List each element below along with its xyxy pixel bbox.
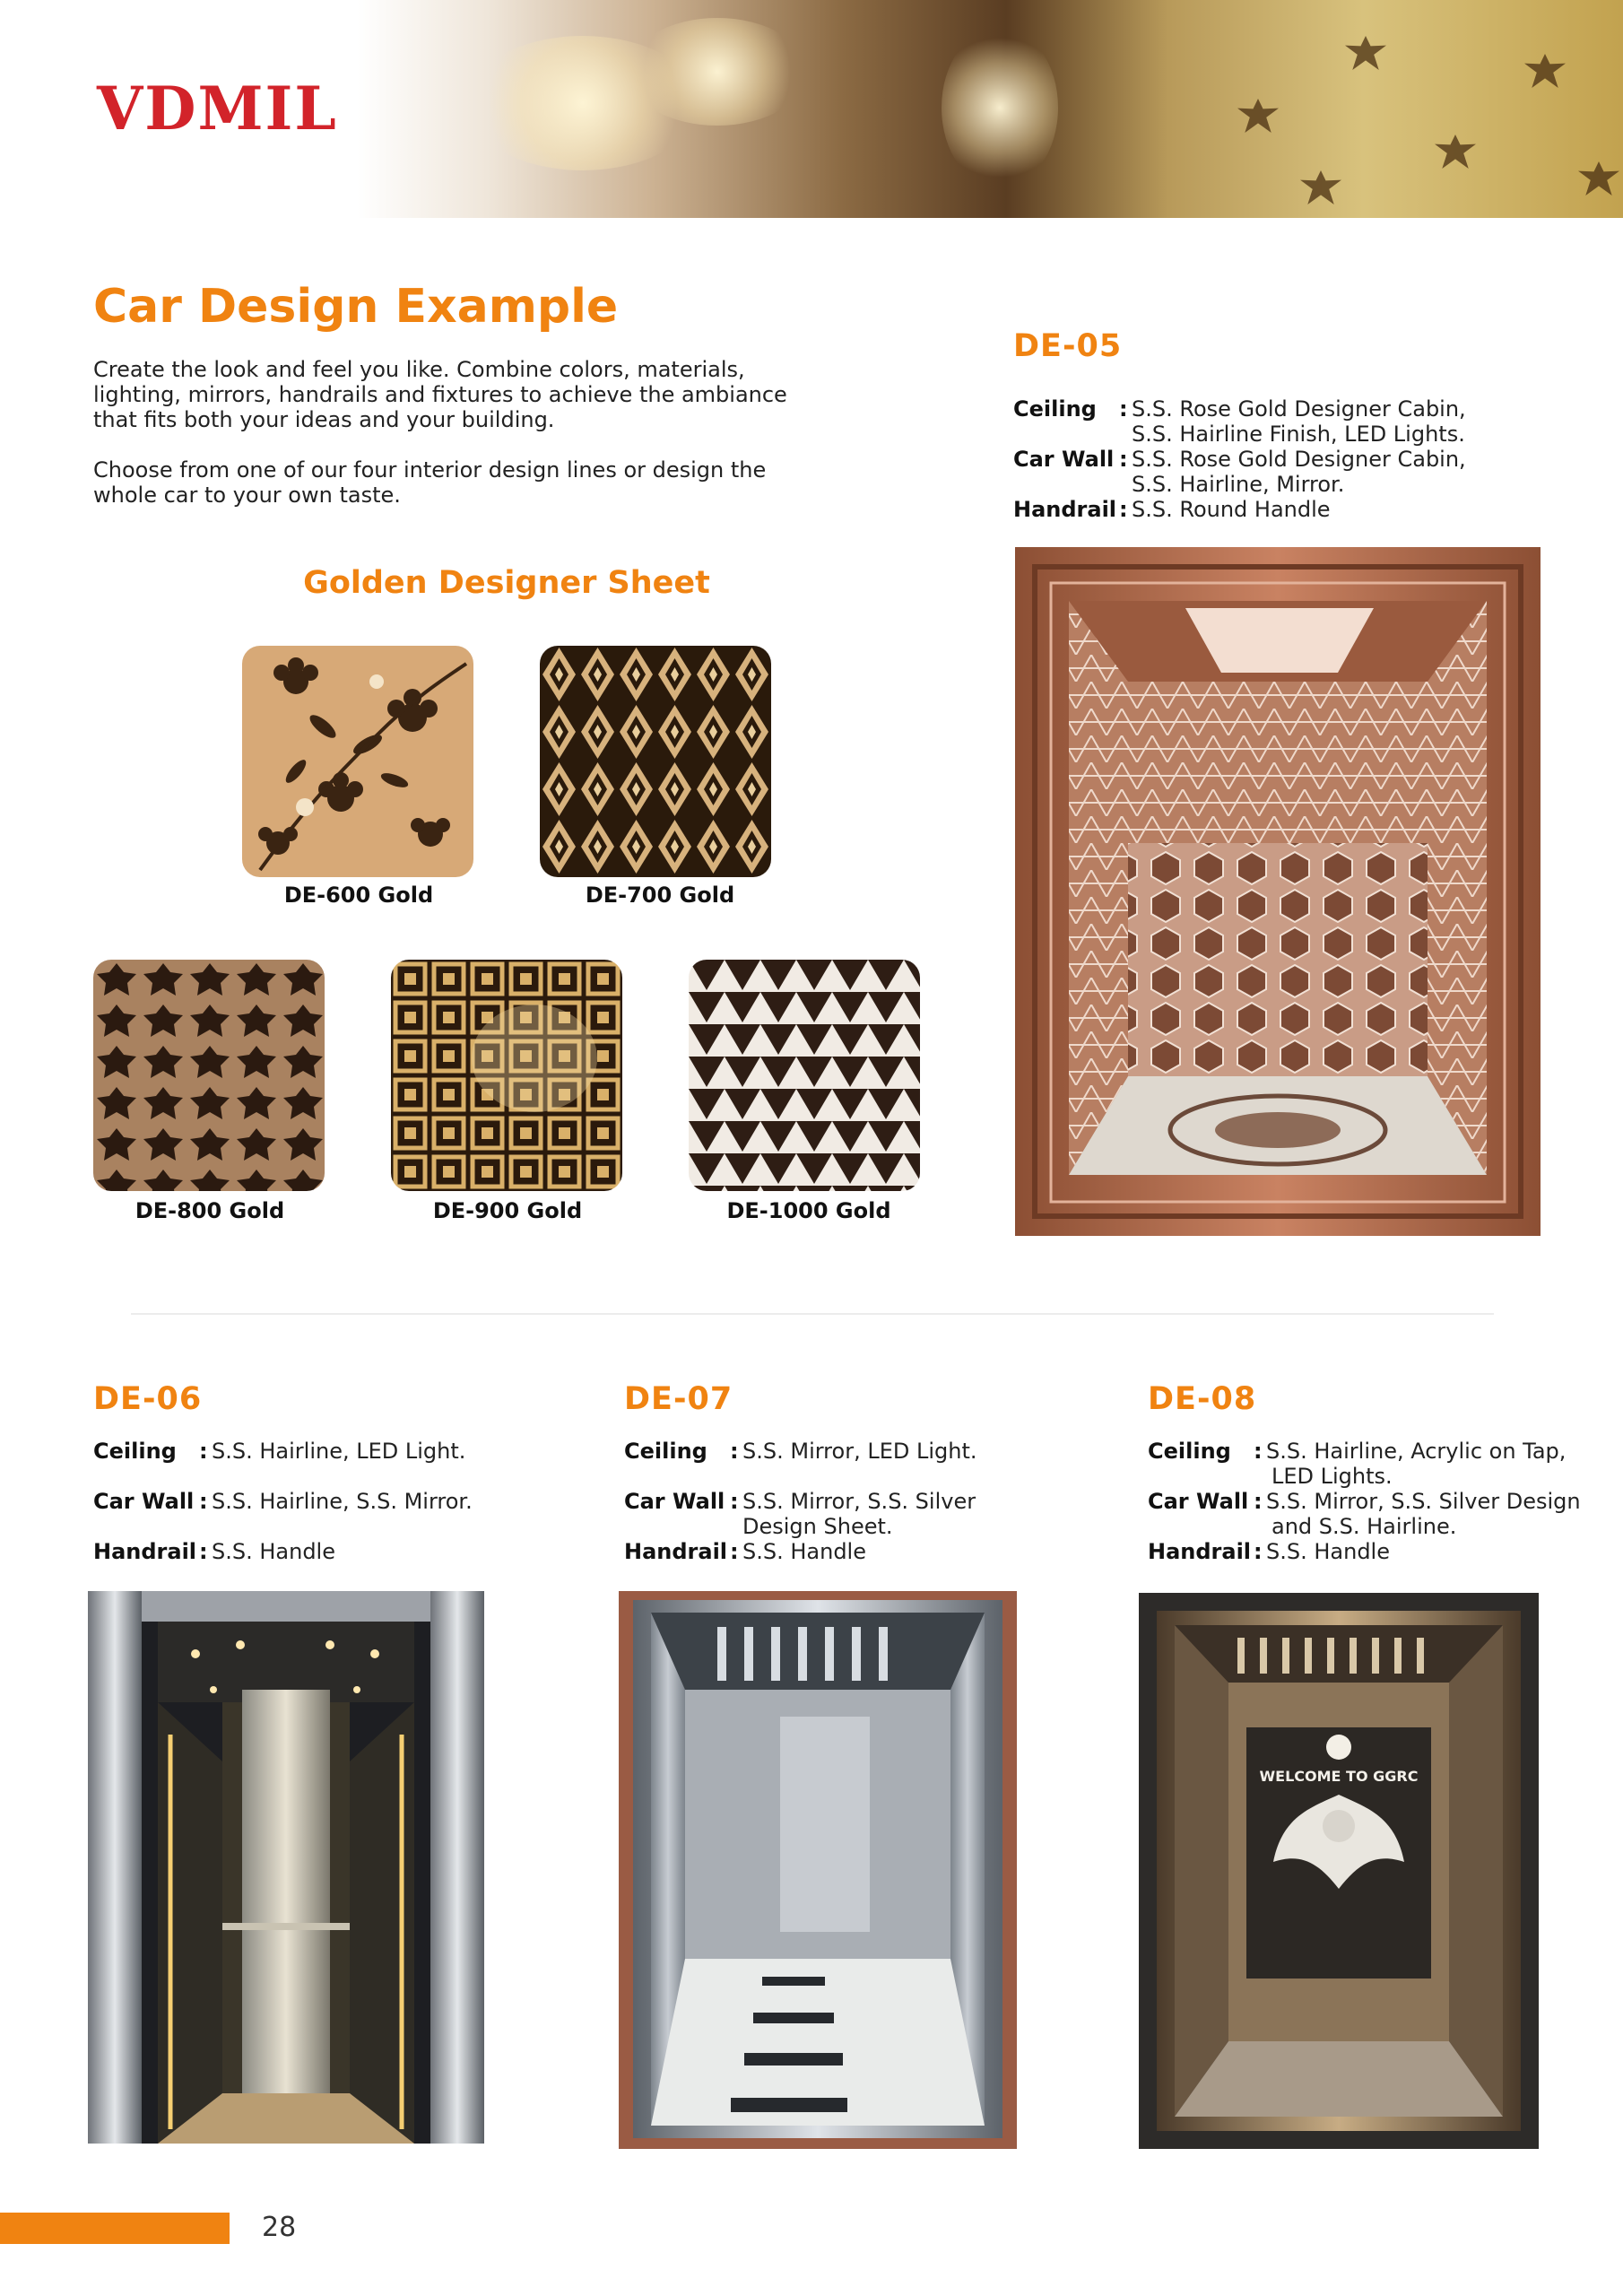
spec-value: S.S. Hairline Finish, LED Lights. [1132,422,1465,447]
spec-value: S.S. Handle [1266,1539,1390,1564]
spec-value: Design Sheet. [742,1514,893,1539]
spec-value: S.S. Mirror, LED Light. [742,1439,977,1464]
spec-label: Car Wall [624,1489,725,1514]
swatch-de-1000 [689,960,920,1191]
spec-label: Handrail [1148,1539,1252,1564]
section-divider [131,1313,1494,1315]
handrail-spec [1148,1539,1596,1566]
spec-value: S.S. Hairline, Acrylic on Tap, [1266,1439,1567,1464]
handrail-spec [1013,497,1587,524]
spec-colon: : [730,1539,739,1564]
footer-accent-bar [0,2213,230,2244]
spec-value: S.S. Handle [212,1539,335,1564]
spec-value: S.S. Rose Gold Designer Cabin, [1132,447,1466,472]
design-id-de-07: DE-07 [624,1381,733,1417]
swatch-de-700 [540,646,771,877]
spec-label: Ceiling [624,1439,707,1464]
spec-colon: : [730,1489,739,1514]
spec-label: Ceiling [1148,1439,1231,1464]
ceiling-spec [1148,1439,1596,1492]
spec-colon: : [1119,396,1128,422]
spec-value: S.S. Round Handle [1132,497,1331,522]
intro-paragraph: Choose from one of our four interior design lines or design the whole car to your own taste. [93,457,767,508]
design-id-de-05: DE-05 [1013,328,1123,364]
spec-label: Handrail [624,1539,728,1564]
car-wall-spec [1148,1489,1596,1543]
spec-colon: : [199,1439,208,1464]
diamond-pattern-image [540,646,771,877]
spec-value: S.S. Mirror, S.S. Silver Design [1266,1489,1581,1514]
swatch-label: DE-900 Gold [432,1198,583,1223]
spec-label: Ceiling [93,1439,177,1464]
spec-label: Ceiling [1013,396,1097,422]
car-wall-spec [624,1489,1055,1543]
spec-value: LED Lights. [1271,1464,1393,1489]
spec-colon: : [199,1489,208,1514]
car-wall-spec [93,1489,506,1516]
square-pattern-image [391,960,622,1191]
swatch-label: DE-600 Gold [283,883,434,908]
spec-value: and S.S. Hairline. [1271,1514,1457,1539]
welcome-sign: WELCOME TO GGRC [1259,1768,1419,1785]
brand-logo: VDMIL [97,74,338,144]
swatch-label: DE-1000 Gold [726,1198,891,1223]
page-title: Car Design Example [93,280,619,334]
spec-colon: : [199,1539,208,1564]
handrail-spec [93,1539,506,1566]
swatch-de-800 [93,960,325,1191]
spec-value: S.S. Hairline, S.S. Mirror. [212,1489,473,1514]
handrail-spec [624,1539,1055,1566]
elevator-photo-de-06 [88,1591,484,2144]
spec-label: Car Wall [1013,447,1115,472]
spec-value: S.S. Rose Gold Designer Cabin, [1132,396,1466,422]
design-id-de-08: DE-08 [1148,1381,1257,1417]
spec-label: Handrail [1013,497,1117,522]
spec-value: S.S. Handle [742,1539,866,1564]
sheets-title: Golden Designer Sheet [303,565,710,601]
spec-colon: : [1254,1539,1263,1564]
triangle-pattern-image [689,960,920,1191]
intro-paragraph: Create the look and feel you like. Combine colors, materials, lighting, mirrors, handrails and fixtures to achieve the ambiance that fits both your ideas and your building. [93,357,787,432]
ceiling-spec [1013,396,1587,450]
spec-label: Handrail [93,1539,197,1564]
spec-value: S.S. Mirror, S.S. Silver [742,1489,976,1514]
spec-label: Car Wall [1148,1489,1249,1514]
spec-colon: : [1254,1489,1263,1514]
interlock-pattern-image [93,960,325,1191]
design-id-de-06: DE-06 [93,1381,203,1417]
spec-value: S.S. Hairline, LED Light. [212,1439,466,1464]
elevator-photo-de-05 [1015,547,1541,1236]
swatch-de-900 [391,960,622,1191]
swatch-label: DE-700 Gold [585,883,735,908]
intro-text [93,357,811,508]
swatch-de-600 [242,646,473,877]
ceiling-spec [624,1439,1055,1465]
spec-value: S.S. Hairline, Mirror. [1132,472,1345,497]
elevator-photo-de-07 [619,1591,1017,2149]
car-wall-spec [1013,447,1587,500]
header-banner [0,0,1623,218]
spec-colon: : [730,1439,739,1464]
spec-label: Car Wall [93,1489,195,1514]
spec-colon: : [1119,447,1128,472]
page-number: 28 [262,2212,297,2243]
elevator-photo-de-08 [1139,1593,1539,2149]
spec-colon: : [1119,497,1128,522]
floral-pattern-image [242,646,473,877]
spec-colon: : [1254,1439,1263,1464]
ceiling-spec [93,1439,506,1465]
swatch-label: DE-800 Gold [135,1198,285,1223]
